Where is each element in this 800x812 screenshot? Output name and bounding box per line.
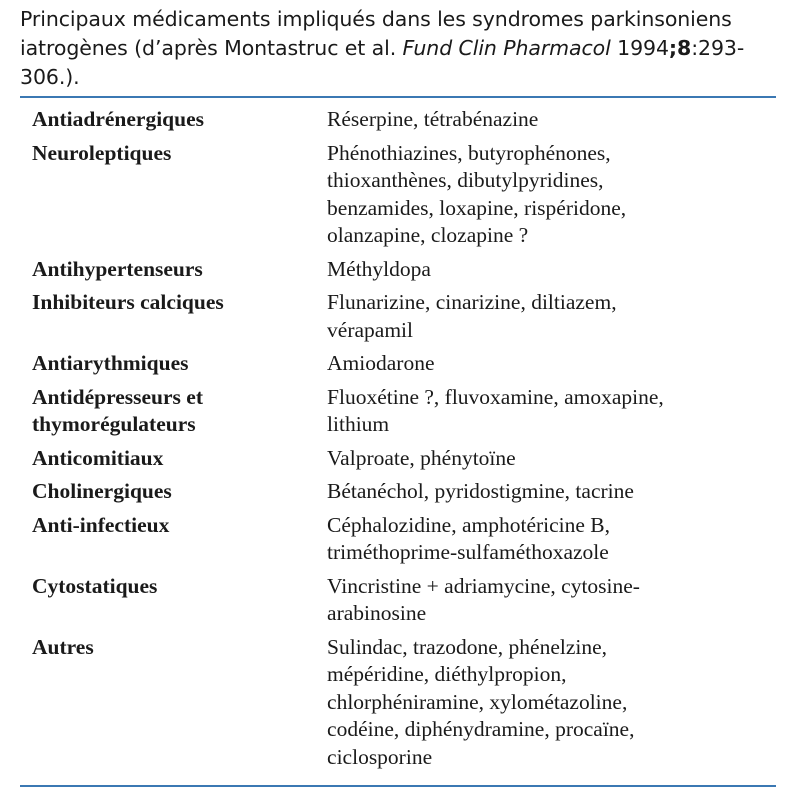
drug-category-label: Antidépresseurs et — [32, 384, 203, 409]
drug-category-cell — [32, 384, 327, 445]
drug-category-label: Antiadrénergiques — [32, 107, 204, 131]
caption-year: 1994 — [610, 36, 669, 60]
drug-category-label: Inhibiteurs calciques — [32, 290, 224, 314]
drug-category-label: thymorégulateurs — [32, 412, 196, 436]
drug-category-cell — [32, 512, 327, 573]
drug-list-line: Fluoxétine ?, fluvoxamine, amoxapine, — [327, 384, 664, 409]
drug-list-line: benzamides, loxapine, rispéridone, — [327, 195, 627, 220]
drug-category-label: Autres — [32, 634, 94, 659]
drug-list-line: Réserpine, tétrabénazine — [327, 107, 539, 131]
caption-journal: Fund Clin Pharmacol — [402, 36, 611, 60]
drug-category-cell — [32, 573, 327, 634]
caption-pages: :293-306.). — [20, 36, 745, 89]
drug-list-cell — [327, 478, 776, 512]
caption-text: Principaux médicaments impliqués dans les syndromes parkinsoniens iatrogènes (d’après Montastruc et al. — [20, 7, 732, 60]
table-top-rule — [20, 96, 776, 98]
table-bottom-rule — [20, 785, 776, 787]
drug-table-body — [32, 106, 776, 777]
drug-list-line: olanzapine, clozapine ? — [327, 223, 529, 247]
drug-category-cell — [32, 445, 327, 479]
drug-table — [32, 106, 776, 777]
drug-list-line: vérapamil — [327, 317, 413, 342]
drug-list-line: arabinosine — [327, 601, 427, 625]
drug-list-line: Méthyldopa — [327, 256, 431, 281]
table-row — [32, 445, 776, 479]
drug-category-cell — [32, 350, 327, 384]
drug-list-line: Bétanéchol, pyridostigmine, tacrine — [327, 479, 634, 503]
drug-list-line: Flunarizine, cinarizine, diltiazem, — [327, 290, 617, 314]
table-row — [32, 573, 776, 634]
drug-list-line: Vincristine + adriamycine, cytosine- — [327, 573, 640, 598]
drug-list-cell — [327, 445, 776, 479]
drug-list-cell — [327, 384, 776, 445]
drug-list-line: ciclosporine — [327, 744, 433, 769]
drug-list-line: Céphalozidine, amphotéricine B, — [327, 512, 611, 537]
drug-list-cell — [327, 573, 776, 634]
table-row — [32, 106, 776, 140]
table-row — [32, 634, 776, 778]
table-row — [32, 350, 776, 384]
drug-category-label: Cholinergiques — [32, 479, 172, 503]
drug-list-line: Amiodarone — [327, 351, 435, 375]
drug-list-line: codéine, diphénydramine, procaïne, — [327, 717, 635, 741]
drug-list-cell — [327, 634, 776, 778]
drug-list-cell — [327, 256, 776, 290]
drug-category-label: Antihypertenseurs — [32, 256, 203, 281]
drug-list-line: triméthoprime-sulfaméthoxazole — [327, 540, 609, 564]
drug-list-line: lithium — [327, 412, 390, 436]
drug-list-line: Phénothiazines, butyrophénones, — [327, 140, 611, 165]
table-row — [32, 384, 776, 445]
drug-list-cell — [327, 350, 776, 384]
drug-list-cell — [327, 140, 776, 256]
table-caption — [20, 5, 776, 92]
drug-category-label: Antiarythmiques — [32, 351, 189, 375]
drug-list-cell — [327, 106, 776, 140]
drug-category-cell — [32, 106, 327, 140]
drug-category-cell — [32, 256, 327, 290]
table-row — [32, 478, 776, 512]
drug-list-line: chlorphéniramine, xylométazoline, — [327, 689, 628, 714]
table-row — [32, 289, 776, 350]
caption-volume: 8 — [677, 36, 692, 60]
drug-category-label: Cytostatiques — [32, 573, 158, 598]
drug-category-label: Neuroleptiques — [32, 140, 172, 165]
drug-list-line: Valproate, phénytoïne — [327, 445, 516, 470]
drug-category-cell — [32, 634, 327, 778]
drug-list-cell — [327, 512, 776, 573]
table-row — [32, 512, 776, 573]
drug-category-label: Anti-infectieux — [32, 512, 170, 537]
table-row — [32, 256, 776, 290]
drug-list-line: thioxanthènes, dibutylpyridines, — [327, 168, 604, 192]
drug-category-cell — [32, 289, 327, 350]
drug-list-line: Sulindac, trazodone, phénelzine, — [327, 634, 608, 659]
drug-list-cell — [327, 289, 776, 350]
drug-category-cell — [32, 478, 327, 512]
table-row — [32, 140, 776, 256]
drug-list-line: mépéridine, diéthylpropion, — [327, 662, 567, 686]
drug-category-cell — [32, 140, 327, 256]
caption-separator: ; — [668, 36, 678, 60]
drug-category-label: Anticomitiaux — [32, 445, 164, 470]
